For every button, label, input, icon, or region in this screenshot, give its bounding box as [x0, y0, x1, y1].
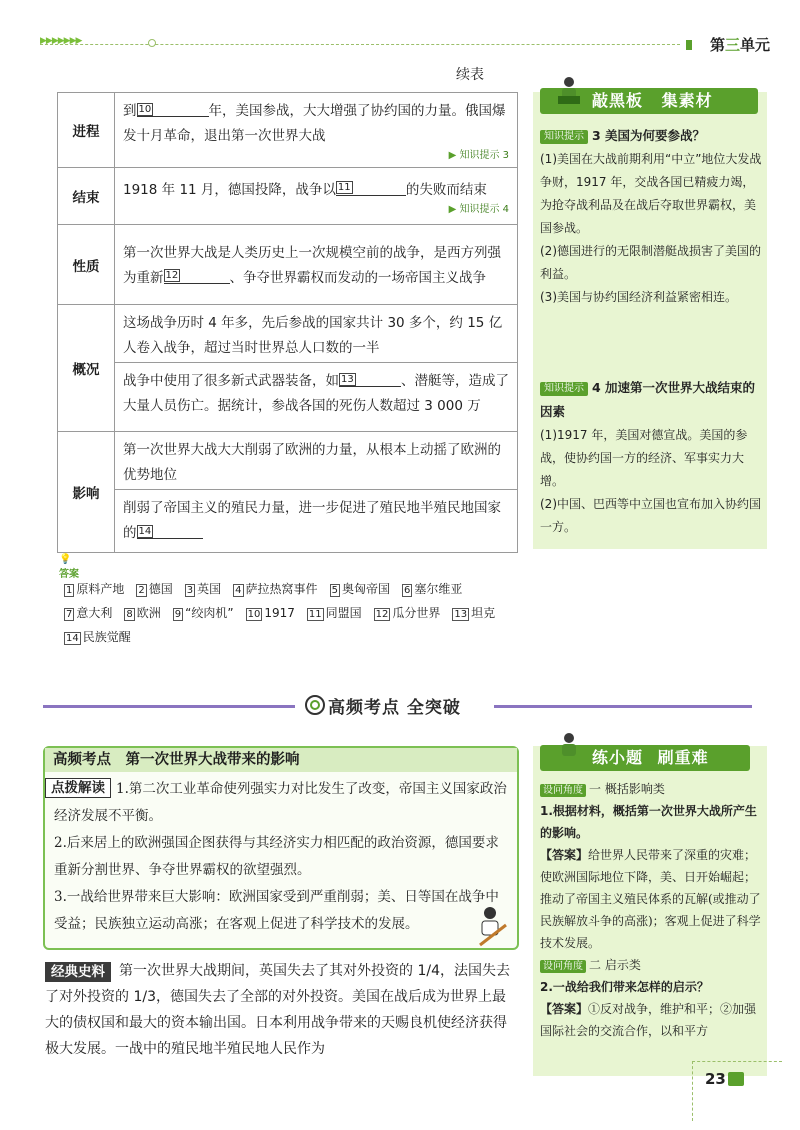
- answer-item-text: 坦克: [471, 606, 496, 620]
- answer-item-text: 瓜分世界: [392, 606, 441, 620]
- row-label-progress: 进程: [58, 93, 115, 168]
- answer-item-num: 6: [403, 585, 411, 596]
- hint-4[interactable]: [123, 203, 509, 217]
- kp-p1: 1.第二次工业革命使列强实力对比发生了改变，帝国主义国家政治经济发展不平衡。: [54, 781, 507, 824]
- impact-text-a: 削弱了帝国主义的殖民力量，进一步促进了殖民地半殖民地国家的: [123, 500, 501, 541]
- blank-11-num: 11: [337, 182, 351, 193]
- blank-10-num: 10: [138, 103, 152, 115]
- row-content-end: [115, 168, 518, 225]
- row-progress: [58, 93, 518, 168]
- answer-item-num: 9: [174, 609, 182, 620]
- key-point-tag: 点拨解读: [45, 778, 111, 798]
- answer-item: [64, 630, 131, 644]
- answer-1: [540, 844, 762, 954]
- overview-para-1: 这场战争历时 4 年多，先后参战的国家共计 30 多个，约 15 亿人卷入战争，超过当时世界总人口数的一半: [115, 305, 517, 363]
- unit-prefix: 第: [709, 36, 725, 54]
- classic-text: [45, 958, 519, 1062]
- tip-4-p2: (2)中国、巴西等中立国也宣布加入协约国一方。: [540, 497, 761, 534]
- answer-item: [402, 582, 462, 596]
- page-rule: [692, 1061, 782, 1062]
- answer-item-text: 萨拉热窝事件: [245, 582, 318, 596]
- row-nature: [58, 225, 518, 305]
- row-content-progress: [115, 93, 518, 168]
- blank-14-num: 14: [138, 525, 152, 537]
- row-overview: [58, 305, 518, 432]
- row-impact: [58, 432, 518, 553]
- tip-3-p3: (3)美国与协约国经济利益紧密相连。: [540, 290, 737, 304]
- blank-12: [164, 266, 230, 284]
- section-title: 高频考点 全突破: [328, 698, 461, 718]
- header-rule: [40, 44, 680, 45]
- answer-item-text: 德国: [148, 582, 173, 596]
- tip-3: [540, 124, 762, 309]
- answer-item: [246, 606, 295, 620]
- hint-arrow-icon: ▶: [448, 150, 457, 161]
- angle-1: [540, 778, 762, 800]
- unit-suffix: 单元: [739, 36, 770, 54]
- angle-1-tag: 设问角度: [540, 784, 586, 797]
- end-text-a: 1918 年 11 月，德国投降，战争以: [123, 181, 336, 198]
- answer-item-num: 11: [308, 609, 322, 620]
- key-point-text: [54, 776, 512, 938]
- answer-1-label: 【答案】: [540, 848, 589, 862]
- answer-item-num: 2: [138, 585, 145, 596]
- page-rule-vertical: [692, 1061, 693, 1121]
- question-2: 2.一战给我们带来怎样的启示？: [540, 980, 709, 994]
- answer-item: [307, 606, 362, 620]
- progress-text-b: 年，美国参战，大大增强了协约国的力量。俄国爆发十月革命，退出第一次世界大战: [123, 103, 506, 144]
- answer-item-text: 英国: [197, 582, 222, 596]
- answer-item-text: “绞肉机”: [185, 606, 234, 620]
- overview-text-b: 、潜艇等，造成了大量人员伤亡。据统计，参战各国的死伤人数超过 3 000 万: [123, 373, 509, 414]
- hint-3[interactable]: [123, 149, 509, 163]
- practice-block: [540, 778, 762, 1042]
- row-label-end: 结束: [58, 168, 115, 225]
- blank-11: [336, 178, 406, 196]
- answer-item: [173, 606, 234, 620]
- row-content-nature: [115, 225, 518, 305]
- answer-item: [330, 582, 390, 596]
- angle-2-title: 二 启示类: [589, 958, 641, 972]
- tip-4-title: 4 加速第一次世界大战结束的因素: [540, 380, 756, 419]
- answer-item: [124, 606, 160, 620]
- progress-text-a: 到: [123, 103, 137, 119]
- answer-2-label: 【答案】: [540, 1002, 589, 1016]
- tip-3-p1: (1)美国在大战前期利用“中立”地位大发战争财，1917 年，交战各国已精疲力竭，为抢夺战利品及在战后夺取世界霸权，美国参战。: [540, 152, 762, 235]
- header-dot: [148, 39, 156, 47]
- angle-2-tag: 设问角度: [540, 960, 586, 973]
- answer-item-text: 奥匈帝国: [341, 582, 390, 596]
- tip-4-tag: 知识提示: [540, 382, 588, 396]
- answer-item-num: 1: [66, 585, 73, 596]
- row-end: [58, 168, 518, 225]
- banner2-a: 练小题: [592, 748, 644, 767]
- kp-p3: 3.一战给世界带来巨大影响：欧洲国家受到严重削弱；美、日等国在战争中受益；民族独立运动高涨；在客观上促进了科学技术的发展。: [54, 889, 499, 932]
- row-label-overview: 概况: [58, 305, 115, 432]
- key-point-head: 高频考点 第一次世界大战带来的影响: [45, 748, 517, 772]
- answer-item: [185, 582, 221, 596]
- impact-para-1: 第一次世界大战大大削弱了欧洲的力量，从根本上动摇了欧洲的优势地位: [115, 432, 517, 490]
- answer-item-num: 12: [375, 609, 389, 620]
- tip-4: [540, 376, 762, 539]
- answer-item-text: 1917: [264, 606, 295, 620]
- answer-list: [64, 577, 518, 649]
- end-text-b: 的失败而结束: [405, 181, 487, 198]
- angle-1-title: 一 概括影响类: [589, 782, 665, 796]
- row-content-impact: [115, 432, 518, 553]
- tip-4-head: [540, 376, 762, 424]
- answer-item-num: 14: [66, 633, 79, 644]
- classic-para: 第一次世界大战期间，英国失去了其对外投资的 1/4，法国失去了对外投资的 1/3，德国失去了全部的对外投资。美国在战后成为世界上最大的债权国和最大的资本输出国。日本利用战争带来的天赐良机使经济获得极大发展。一战中的殖民地半殖民地人民作为: [45, 963, 510, 1057]
- answer-item-text: 同盟国: [325, 606, 362, 620]
- answer-item-num: 13: [454, 609, 468, 620]
- answer-item: [233, 582, 317, 596]
- answer-item-text: 意大利: [76, 606, 113, 620]
- answer-2-text: ①反对战争，维护和平；②加强国际社会的交流合作，以和平方: [540, 1002, 757, 1038]
- kp-p2: 2.后来居上的欧洲强国企图获得与其经济实力相匹配的政治资源，德国要求重新分割世界、争夺世界霸权的欲望强烈。: [54, 835, 499, 878]
- angle-2: [540, 954, 762, 976]
- blank-13: [339, 369, 401, 387]
- tip-3-p2: (2)德国进行的无限制潜艇战损害了美国的利益。: [540, 244, 761, 281]
- nature-text-b: 、争夺世界霸权而发动的一场帝国主义战争: [229, 269, 486, 286]
- question-1: 1.根据材料，概括第一次世界大战所产生的影响。: [540, 804, 757, 840]
- continued-label: 续表: [456, 67, 484, 83]
- banner2-b: 刷重难: [657, 748, 709, 767]
- tip-3-head: [540, 124, 762, 148]
- answer-item-num: 5: [331, 585, 338, 596]
- answer-2: [540, 998, 762, 1042]
- answer-item-num: 4: [235, 585, 242, 596]
- section-line-left: [43, 705, 295, 708]
- summary-table: [57, 92, 518, 553]
- blank-12-num: 12: [165, 270, 179, 281]
- tip-3-title: 3 美国为何要参战？: [592, 128, 706, 143]
- bulb-icon: 💡: [59, 554, 72, 565]
- teacher-figure-icon: [556, 76, 582, 106]
- student-figure-icon: [556, 732, 582, 762]
- impact-para-2: [115, 490, 517, 552]
- banner2-sep: [647, 748, 654, 767]
- header-marker: [686, 40, 692, 50]
- answer-1-text: 给世界人民带来了深重的灾难；使欧洲国际地位下降，美、日开始崛起；推动了帝国主义殖民体系的瓦解(或推动了民族解放斗争的高涨)；客观上促进了科学技术发展。: [540, 848, 761, 950]
- answer-item-num: 10: [247, 609, 261, 620]
- answer-icon: [59, 554, 81, 580]
- answer-item-text: 民族觉醒: [82, 630, 131, 644]
- answer-item-text: 原料产地: [76, 582, 125, 596]
- overview-para-2: [115, 363, 517, 431]
- tip-3-tag: 知识提示: [540, 130, 588, 144]
- blank-13-num: 13: [341, 373, 354, 385]
- answer-item: [64, 606, 112, 620]
- answer-item: [64, 582, 124, 596]
- header-arrows: ▶▶▶▶▶▶▶: [40, 36, 82, 46]
- answer-item-text: 塞尔维亚: [414, 582, 463, 596]
- answer-item-text: 欧洲: [136, 606, 161, 620]
- banner-b: 集素材: [661, 91, 713, 110]
- page-number: 23: [705, 1070, 726, 1088]
- hint-3-text: 知识提示 3: [459, 150, 509, 161]
- banner-sep: [649, 91, 656, 110]
- row-content-overview: [115, 305, 518, 432]
- blank-14: [137, 521, 203, 539]
- answer-item: [374, 606, 441, 620]
- book-icon: [728, 1072, 744, 1086]
- answer-item-num: 8: [126, 609, 133, 620]
- answer-label: 答案: [59, 569, 79, 580]
- unit-accent: 三: [724, 36, 740, 54]
- row-label-impact: 影响: [58, 432, 115, 553]
- answer-item-num: 3: [186, 585, 194, 596]
- hint-arrow-icon: ▶: [448, 203, 457, 215]
- tip-4-p1: (1)1917 年，美国对德宣战。美国的参战，使协约国一方的经济、军事实力大增。: [540, 428, 748, 488]
- section-line-right: [494, 705, 752, 708]
- nature-text-a: 第一次世界大战是人类历史上一次规模空前的战争，是西方列强为重新: [123, 244, 501, 286]
- answer-item: [136, 582, 172, 596]
- hint-4-text: 知识提示 4: [459, 203, 509, 215]
- unit-title: [710, 34, 770, 55]
- blank-10: [137, 99, 209, 117]
- overview-text-a: 战争中使用了很多新式武器装备，如: [123, 373, 339, 389]
- row-label-nature: 性质: [58, 225, 115, 305]
- banner-a: 敲黑板: [592, 91, 644, 110]
- answer-item: [452, 606, 495, 620]
- classic-tag: 经典史料: [45, 962, 111, 982]
- reading-figure-icon: [476, 905, 510, 947]
- answer-item-num: 7: [66, 609, 73, 620]
